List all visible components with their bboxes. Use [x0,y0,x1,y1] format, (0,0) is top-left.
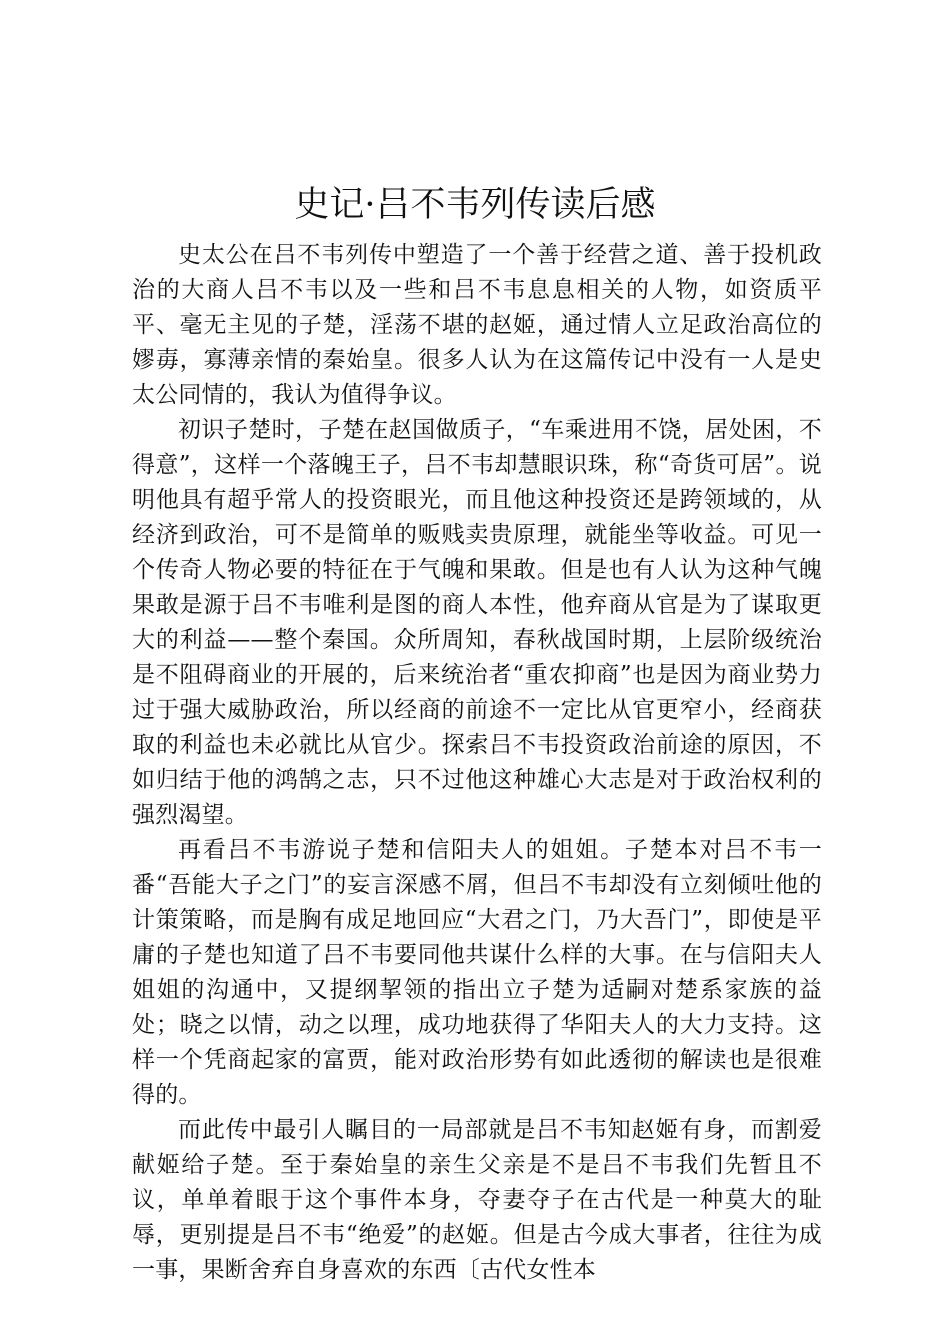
document-body [132,238,822,1288]
document-title: 史记·吕不韦列传读后感 [294,185,656,225]
paragraph-zichu: 初识子楚时，子楚在赵国做质子，“车乘进用不饶，居处困，不得意”，这样一个落魄王子，吕不韦却慧眼识珠，称“奇货可居”。说明他具有超乎常人的投资眼光，而且他这种投资还是跨领域的，从经济到政治，可不是简单的贩贱卖贵原理，就能坐等收益。可见一个传奇人物必要的特征在于气魄和果敢。但是也有人认为这种气魄果敢是源于吕不韦唯利是图的商人本性，他弃商从官是为了谋取更大的利益——整个秦国。众所周知，春秋战国时期，上层阶级统治是不阻碍商业的开展的，后来统治者“重农抑商”也是因为商业势力过于强大威胁政治，所以经商的前途不一定比从官更窄小，经商获取的利益也未必就比从官少。探索吕不韦投资政治前途的原因，不如归结于他的鸿鹄之志，只不过他这种雄心大志是对于政治权利的强烈渴望。 [132,417,822,828]
paragraph-zhaoji: 而此传中最引人瞩目的一局部就是吕不韦知赵姬有身，而割爱献姬给子楚。至于秦始皇的亲生父亲是不是吕不韦我们先暂且不议，单单着眼于这个事件本身，夺妻夺子在古代是一种莫大的耻辱，更别提是吕不韦“绝爱”的赵姬。但是古今成大事者，往往为成一事，果断舍弃自身喜欢的东西〔古代女性本 [132,1117,822,1283]
paragraph-persuasion: 再看吕不韦游说子楚和信阳夫人的姐姐。子楚本对吕不韦一番“吾能大子之门”的妄言深感不屑，但吕不韦却没有立刻倾吐他的计策策略，而是胸有成足地回应“大君之门，乃大吾门”，即使是平庸的子楚也知道了吕不韦要同他共谋什么样的大事。在与信阳夫人姐姐的沟通中，又提纲挈领的指出立子楚为适嗣对楚系家族的益处；晓之以情，动之以理，成功地获得了华阳夫人的大力支持。这样一个凭商起家的富贾，能对政治形势有如此透彻的解读也是很难得的。 [132,837,822,1108]
paragraph-intro: 史太公在吕不韦列传中塑造了一个善于经营之道、善于投机政治的大商人吕不韦以及一些和吕不韦息息相关的人物，如资质平平、毫无主见的子楚，淫荡不堪的赵姬，通过情人立足政治高位的嫪毐，寡薄亲情的秦始皇。很多人认为在这篇传记中没有一人是史太公同情的，我认为值得争议。 [132,242,822,408]
